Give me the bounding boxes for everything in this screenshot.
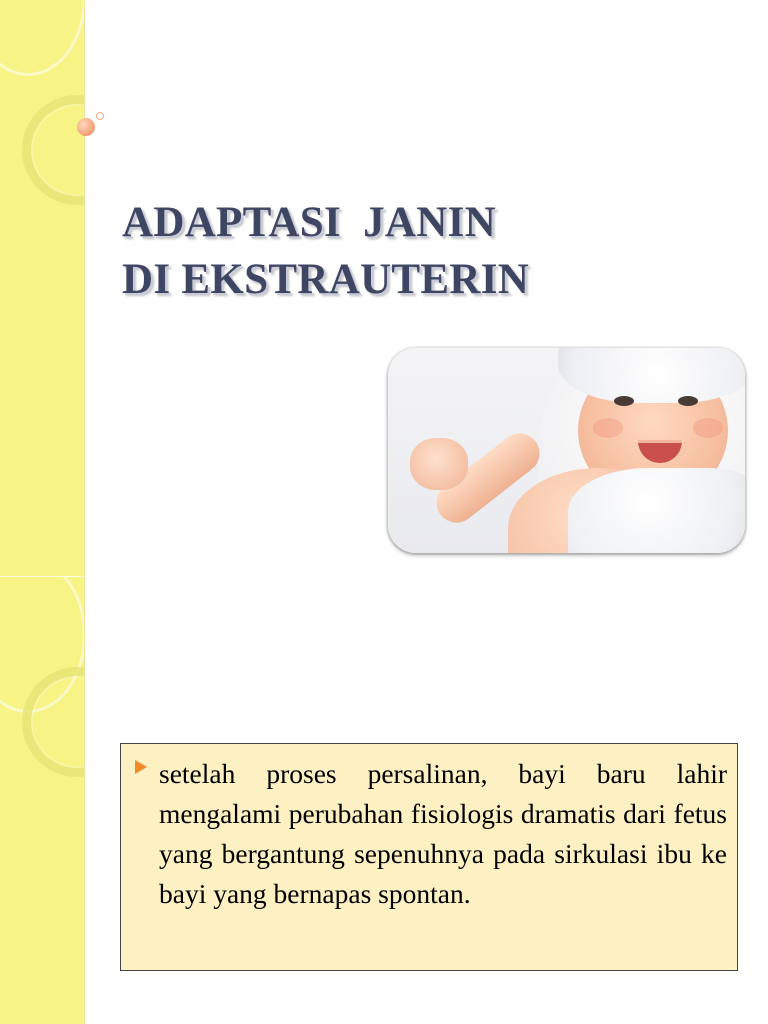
bullet-text-box (120, 743, 738, 971)
baby-eye-right (678, 396, 698, 406)
baby-photo (388, 348, 745, 553)
slide-title (122, 194, 682, 308)
slide-title-line-2: DI EKSTRAUTERIN (122, 256, 530, 303)
bullet-item: setelah proses persalinan, bayi baru lahir mengalami perubahan fisiologis dramatis dari fetus yang bergantung sepenuhnya pada sirkulasi ibu ke bayi yang bernapas spontan. (159, 758, 727, 909)
strip-segment-top (0, 0, 84, 576)
slide-title-line-1: ADAPTASI JANIN (122, 199, 497, 246)
baby-cheek-right (693, 418, 723, 438)
decorative-side-strip (0, 0, 85, 1024)
baby-fist (410, 438, 468, 490)
decorative-arc (0, 0, 84, 76)
decorative-orange-dot (77, 118, 95, 136)
baby-eye-left (614, 396, 634, 406)
strip-segment-bottom (0, 576, 84, 1024)
arrow-bullet-icon (135, 760, 147, 774)
towel-wrap (568, 468, 745, 553)
decorative-ring (22, 95, 84, 205)
decorative-small-circle (96, 112, 104, 120)
baby-cheek-left (593, 418, 623, 438)
